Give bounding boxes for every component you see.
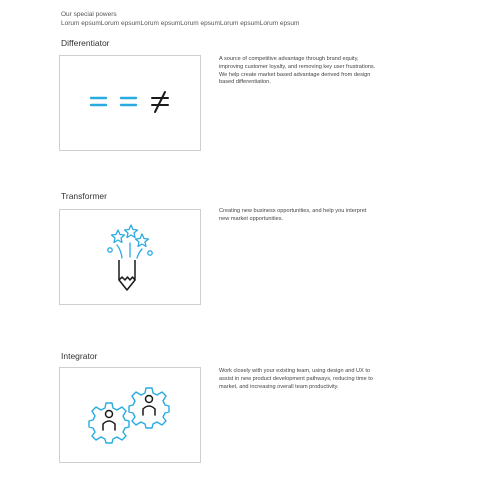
differentiator-description [219, 56, 391, 87]
not-equal-icon [60, 56, 202, 152]
description-line: new market opportunities. [219, 215, 284, 222]
description-line: A source of competitive advantage through brand equity, [219, 56, 359, 62]
integrator-card [59, 367, 201, 463]
page-header [61, 10, 299, 28]
section-title-differentiator: Differentiator [61, 38, 110, 48]
description-line: assist in new product development pathways, reducing time to [219, 375, 373, 382]
description-line: We help create market based advantage derived from design [219, 71, 371, 78]
pencil-stars-icon [60, 210, 202, 306]
differentiator-card [59, 55, 201, 151]
eyebrow-text: Our special powers [61, 11, 117, 18]
section-title-transformer: Transformer [61, 191, 107, 201]
description-line: Creating new business opportunities, and help you interpret [219, 208, 367, 214]
transformer-description [219, 208, 391, 224]
integrator-description [219, 368, 391, 391]
section-title-integrator: Integrator [61, 351, 98, 361]
description-line: improving customer loyalty, and removing key user frustrations. [219, 63, 376, 70]
gears-people-icon [60, 368, 202, 464]
description-line: Work closely with your existing team, using design and UX to [219, 368, 370, 374]
description-line: based differentiation. [219, 79, 271, 86]
description-line: market, and increasing overall team productivity. [219, 383, 339, 390]
intro-text: Lorum epsumLorum epsumLorum epsumLorum epsumLorum epsumLorum epsum [61, 20, 300, 27]
transformer-card [59, 209, 201, 305]
